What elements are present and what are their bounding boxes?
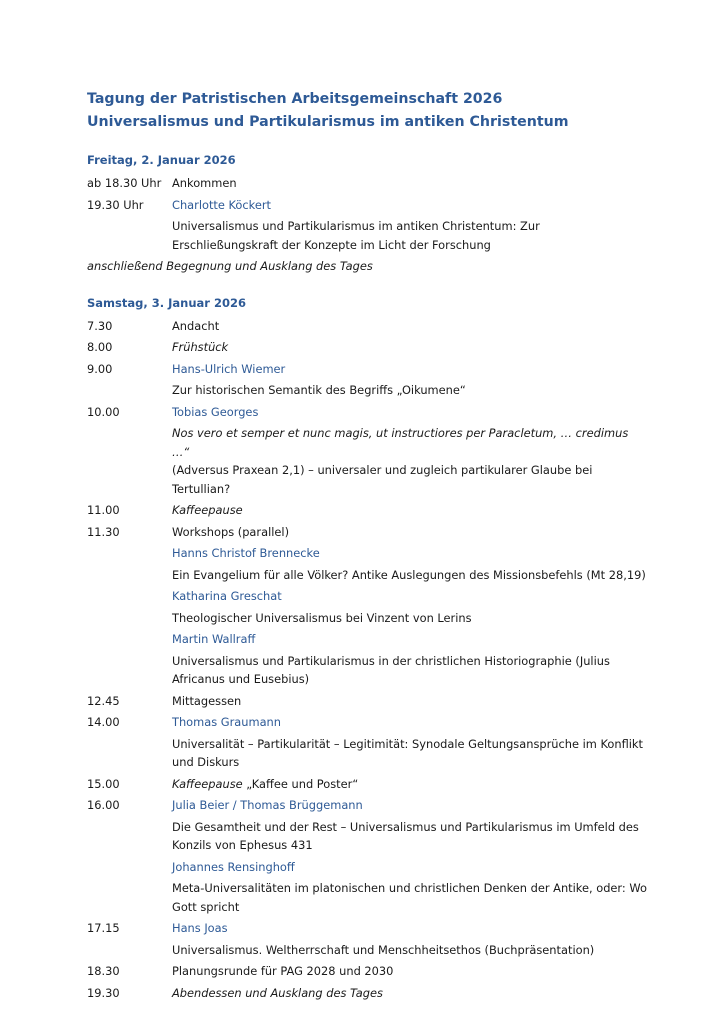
schedule-row (87, 858, 647, 877)
time: 9.00 (87, 361, 113, 376)
talk-title: Universalismus und Partikularismus im antiken Christentum: Zur Erschließungskraft der Konzepte im Licht der Forschung (172, 219, 540, 252)
speaker: Julia Beier / Thomas Brüggemann (172, 798, 363, 812)
schedule-row (87, 501, 647, 520)
entry: Abendessen und Ausklang des Tages (172, 985, 383, 1000)
speaker: Johannes Rensinghoff (172, 859, 295, 874)
time: 15.00 (87, 776, 120, 791)
talk-title: Ein Evangelium für alle Völker? Antike Auslegungen des Missionsbefehls (Mt 28,19) (172, 567, 646, 582)
entry: Ankommen (172, 176, 237, 190)
schedule-row (87, 919, 647, 938)
talk-title (172, 424, 647, 498)
time: 10.00 (87, 404, 120, 419)
schedule-row (87, 544, 647, 563)
schedule-row (87, 196, 647, 215)
speaker: Hanns Christof Brennecke (172, 546, 320, 560)
time: 19.30 Uhr (87, 197, 144, 212)
schedule-row (87, 338, 647, 357)
time: 11.30 (87, 524, 120, 539)
entry: Mittagessen (172, 693, 242, 708)
schedule-row (87, 652, 647, 689)
schedule-row (87, 984, 647, 1003)
speaker: Katharina Greschat (172, 589, 282, 603)
talk-title: Meta-Universalitäten im platonischen und christlichen Denken der Antike, oder: Wo Gott spricht (172, 881, 647, 914)
entry: Planungsrunde für PAG 2028 und 2030 (172, 964, 394, 978)
schedule-row (87, 818, 647, 855)
speaker: Martin Wallraff (172, 632, 256, 646)
talk-title: Zur historischen Semantik des Begriffs „Oikumene“ (172, 383, 466, 397)
time: 19.30 (87, 985, 120, 1000)
schedule-row (87, 381, 647, 400)
day-heading-saturday: Samstag, 3. Januar 2026 (87, 295, 246, 310)
title-line-2: Universalismus und Partikularismus im antiken Christentum (87, 114, 569, 130)
entry: Kaffeepause (172, 503, 243, 517)
time: 12.45 (87, 693, 120, 708)
schedule-row (87, 735, 647, 772)
program-page (87, 88, 647, 1002)
entry: Workshops (parallel) (172, 524, 290, 539)
schedule-row (87, 609, 647, 628)
schedule-row (87, 962, 647, 981)
talk-quote: Nos vero et semper et nunc magis, ut instructiores per Paracletum, … credimus …“ (172, 426, 629, 459)
talk-title: Universalität – Partikularität – Legitimität: Synodale Geltungsansprüche im Konflikt und Diskurs (172, 736, 643, 769)
speaker: Charlotte Köckert (172, 197, 272, 212)
schedule-row (87, 692, 647, 711)
schedule-row (87, 796, 647, 815)
speaker: Thomas Graumann (172, 715, 282, 729)
schedule-row (87, 523, 647, 542)
speaker: Hans Joas (172, 921, 228, 935)
time: 8.00 (87, 340, 113, 354)
schedule-row (87, 775, 647, 794)
talk-title: Die Gesamtheit und der Rest – Universalismus und Partikularismus im Umfeld des Konzils von Ephesus 431 (172, 819, 639, 852)
schedule-row (87, 217, 647, 254)
talk-title: Universalismus und Partikularismus in der christlichen Historiographie (Julius Africanus und Eusebius) (172, 653, 610, 686)
speaker: Hans-Ulrich Wiemer (172, 361, 286, 376)
schedule-row (87, 566, 647, 585)
entry: Frühstück (172, 340, 229, 354)
schedule-row (87, 317, 647, 336)
time: 14.00 (87, 715, 120, 729)
document-title (87, 88, 647, 134)
schedule-row (87, 424, 647, 498)
time: 17.15 (87, 921, 120, 935)
schedule-row (87, 403, 647, 422)
schedule-row (87, 879, 647, 916)
day-heading-friday: Freitag, 2. Januar 2026 (87, 153, 236, 167)
talk-rest: (Adversus Praxean 2,1) – universaler und zugleich partikularer Glaube bei Tertullian? (172, 463, 593, 496)
schedule-row (87, 941, 647, 960)
schedule-row (87, 360, 647, 379)
schedule-row (87, 587, 647, 606)
schedule-row (87, 174, 647, 193)
entry-rest: „Kaffee und Poster“ (242, 776, 359, 791)
time: 18.30 (87, 964, 120, 978)
friday-note: anschließend Begegnung und Ausklang des Tages (87, 259, 373, 273)
speaker: Tobias Georges (172, 404, 259, 419)
title-line-1: Tagung der Patristischen Arbeitsgemeinschaft 2026 (87, 91, 503, 107)
talk-title: Universalismus. Weltherrschaft und Menschheitsethos (Buchpräsentation) (172, 942, 595, 957)
schedule-row (87, 713, 647, 732)
entry-italic: Kaffeepause (172, 776, 243, 791)
time: 7.30 (87, 318, 113, 333)
time: ab 18.30 Uhr (87, 176, 162, 190)
entry (172, 775, 647, 794)
talk-title: Theologischer Universalismus bei Vinzent von Lerins (172, 610, 472, 625)
schedule-row (87, 630, 647, 649)
time: 16.00 (87, 798, 120, 812)
time: 11.00 (87, 503, 120, 517)
entry: Andacht (172, 318, 220, 333)
